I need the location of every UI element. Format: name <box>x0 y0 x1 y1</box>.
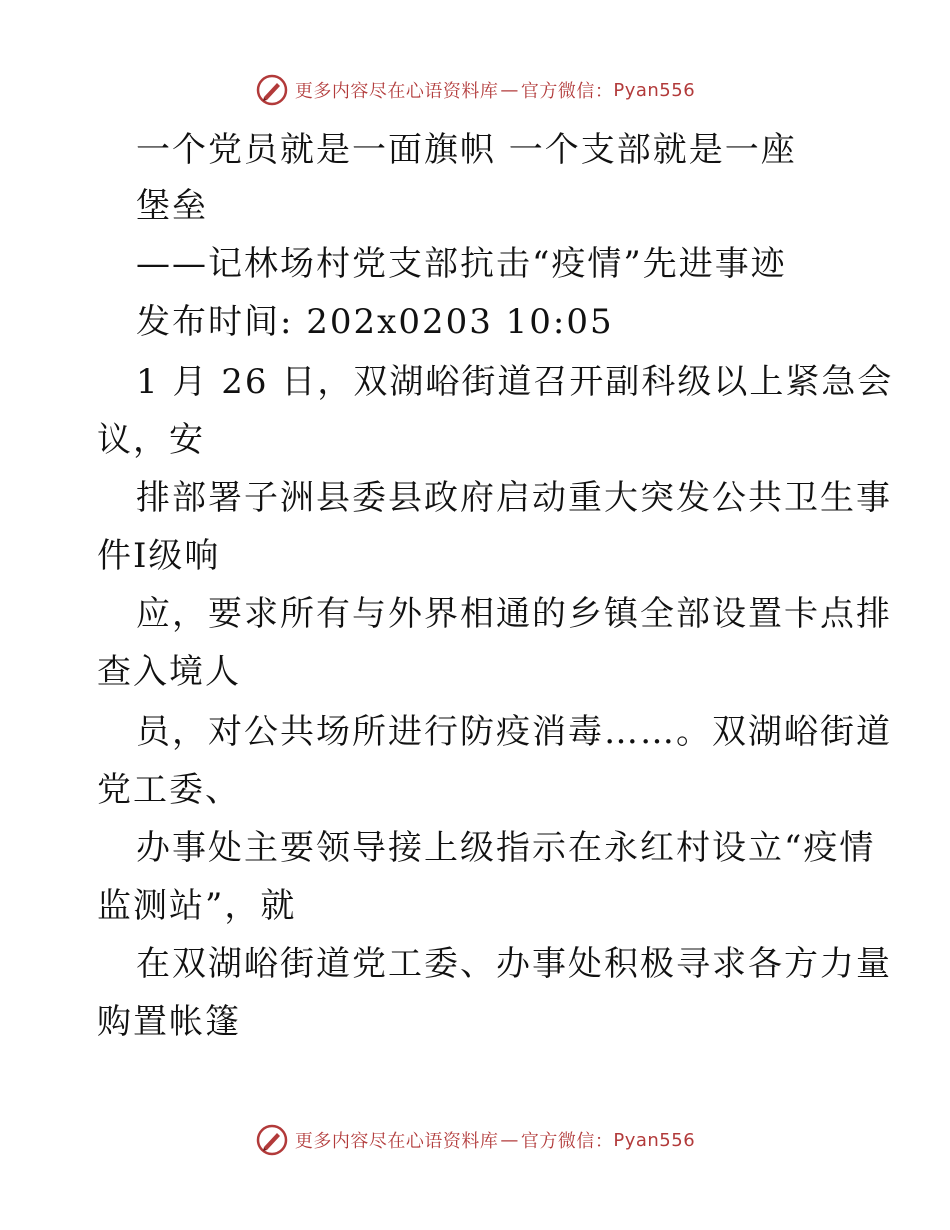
body-line: 员，对公共场所进行防疫消毒……。双湖峪街道 <box>136 712 892 752</box>
pen-logo-icon <box>255 73 289 107</box>
watermark-wechat-id: Pyan556 <box>613 79 696 101</box>
watermark-wechat-label: 官方微信： <box>520 1131 614 1152</box>
watermark-main-text: 更多内容尽在心语资料库 <box>294 81 499 102</box>
body-line: 在双湖峪街道党工委、办事处积极寻求各方力量 <box>136 944 892 984</box>
watermark-separator: — <box>500 79 519 101</box>
watermark-wechat-label: 官方微信： <box>520 81 614 102</box>
body-line: 排部署子洲县委县政府启动重大突发公共卫生事 <box>136 478 892 518</box>
header-watermark <box>0 70 950 110</box>
body-line: 查入境人 <box>97 652 241 692</box>
footer-watermark <box>0 1120 950 1160</box>
body-line: 件Ⅰ级响 <box>97 536 221 576</box>
watermark-separator: — <box>500 1129 519 1151</box>
body-line: 党工委、 <box>97 770 241 810</box>
document-subtitle: ——记林场村党支部抗击“疫情”先进事迹 <box>136 244 787 284</box>
watermark-wechat-id: Pyan556 <box>613 1129 696 1151</box>
document-title-line-1: 一个党员就是一面旗帜 一个支部就是一座 <box>136 130 797 170</box>
body-line: 应，要求所有与外界相通的乡镇全部设置卡点排 <box>136 594 892 634</box>
body-line: 议，安 <box>97 420 205 460</box>
body-line: 1 月 26 日，双湖峪街道召开副科级以上紧急会 <box>136 362 894 402</box>
pen-logo-icon <box>255 1123 289 1157</box>
body-line: 购置帐篷 <box>97 1002 241 1042</box>
document-title-line-2: 堡垒 <box>136 186 208 226</box>
publish-time: 发布时间: 202x0203 10:05 <box>136 302 614 342</box>
watermark-main-text: 更多内容尽在心语资料库 <box>294 1131 499 1152</box>
body-line: 监测站”，就 <box>97 886 297 926</box>
body-line: 办事处主要领导接上级指示在永红村设立“疫情 <box>136 828 876 868</box>
